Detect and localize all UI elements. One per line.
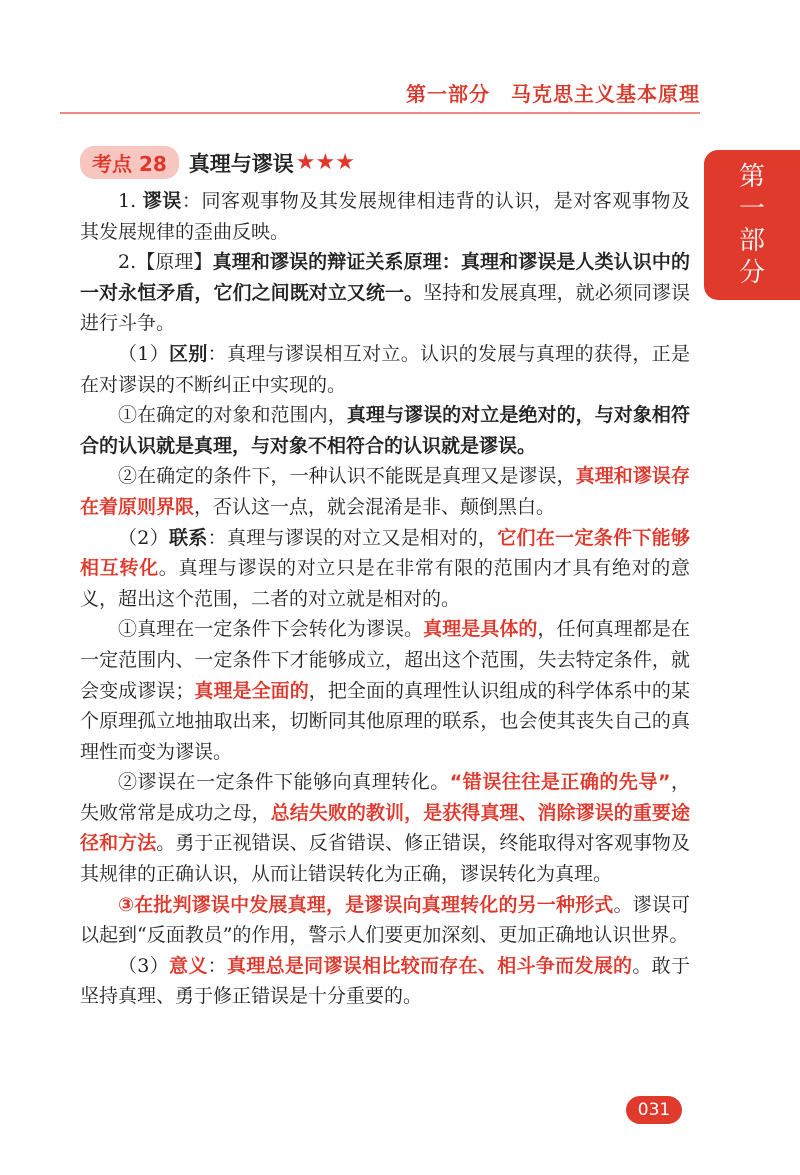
highlight-term: 意义 xyxy=(169,954,208,977)
highlight-term: 它们在一定条件下能够相互转化 xyxy=(80,526,690,580)
section-tab xyxy=(704,150,800,300)
text-run: （1） xyxy=(118,342,170,365)
text-run: ，任何真理都是在一定范围内、一定条件下才能够成立，超出这个范围，失去特定条件，就会变成谬误； xyxy=(80,618,690,702)
bold-term: 区别 xyxy=(169,342,208,365)
text-run: 坚持和发展真理，就必须同谬误进行斗争。 xyxy=(80,281,690,335)
bold-term: 真理与谬误的对立是绝对的，与对象相符合的认识就是真理，与对象不相符合的认识就是谬误。 xyxy=(80,404,690,457)
bold-term: 谬误 xyxy=(142,190,182,212)
paragraph-4 xyxy=(80,400,690,461)
paragraph-2 xyxy=(80,247,690,339)
text-run: ：同客观事物及其发展规律相违背的认识，是对客观事物及其发展规律的歪曲反映。 xyxy=(80,190,690,243)
text-run: 。真理与谬误的对立只是在非常有限的范围内才具有绝对的意义，超出这个范围，二者的对立就是相对的。 xyxy=(80,557,690,610)
section-tab-char: 一 xyxy=(738,194,765,224)
topic-heading xyxy=(80,146,355,179)
highlight-term: 真理是具体的 xyxy=(423,618,538,641)
text-run: ： xyxy=(207,954,227,977)
body-text xyxy=(80,186,690,1012)
paragraph-10 xyxy=(80,951,690,1012)
star-rating-icon: ★★★ xyxy=(295,150,355,175)
paragraph-9 xyxy=(80,890,690,951)
text-run: 。敢于坚持真理、勇于修正错误是十分重要的。 xyxy=(80,954,690,1008)
bold-term: 真理和谬误的辩证关系原理：真理和谬误是人类认识中的一对永恒矛盾，它们之间既对立又统一。 xyxy=(80,251,690,304)
running-header: 第一部分 马克思主义基本原理 xyxy=(406,82,700,106)
text-run: ：真理与谬误相互对立。认识的发展与真理的获得，正是在对谬误的不断纠正中实现的。 xyxy=(80,342,690,396)
topic-title: 真理与谬误 xyxy=(188,151,294,176)
text-run: ，把全面的真理性认识组成的科学体系中的某个原理孤立地抽取出来，切断同其他原理的联系，也会使其丧失自己的真理性而变为谬误。 xyxy=(80,679,690,763)
text-run: 。谬误可以起到“反面教员”的作用，警示人们要更加深刻、更加正确地认识世界。 xyxy=(80,893,690,947)
highlight-term: 真理和谬误存在着原则界限 xyxy=(80,465,690,518)
text-run: 2.【原理】 xyxy=(118,251,213,274)
text-run: ②在确定的条件下，一种认识不能既是真理又是谬误， xyxy=(118,465,576,488)
bold-term: 联系 xyxy=(169,526,208,549)
highlight-term: 总结失败的教训，是获得真理、消除谬误的重要途径和方法 xyxy=(80,801,690,855)
section-tab-char: 第 xyxy=(738,162,765,192)
page-number: 031 xyxy=(626,1096,682,1124)
text-run: ①真理在一定条件下会转化为谬误。 xyxy=(118,618,424,641)
text-run: 1. xyxy=(118,190,143,212)
highlight-term: “错误往往是正确的先导” xyxy=(449,771,671,794)
text-run: ：真理与谬误的对立又是相对的， xyxy=(207,526,498,549)
paragraph-5 xyxy=(80,461,690,522)
paragraph-7 xyxy=(80,614,690,767)
text-run: ②谬误在一定条件下能够向真理转化。 xyxy=(118,771,450,794)
highlight-term: ③在批判谬误中发展真理，是谬误向真理转化的另一种形式 xyxy=(118,893,614,916)
paragraph-1 xyxy=(80,186,690,247)
topic-badge: 考点 28 xyxy=(80,146,179,179)
text-run: （3） xyxy=(118,954,170,977)
highlight-term: 真理总是同谬误相比较而存在、相斗争而发展的 xyxy=(226,954,633,977)
section-tab-char: 部 xyxy=(738,226,765,256)
paragraph-8 xyxy=(80,767,690,889)
text-run: ，失败常常是成功之母， xyxy=(80,771,690,824)
text-run: （2） xyxy=(118,526,170,549)
text-run: 。勇于正视错误、反省错误、修正错误，终能取得对客观事物及其规律的正确认识，从而让错误转化为正确，谬误转化为真理。 xyxy=(80,832,690,886)
header-divider xyxy=(60,112,700,114)
text-run: ，否认这一点，就会混淆是非、颠倒黑白。 xyxy=(194,495,556,518)
section-tab-char: 分 xyxy=(738,258,765,288)
highlight-term: 真理是全面的 xyxy=(194,679,309,702)
text-run: ①在确定的对象和范围内， xyxy=(118,404,347,427)
paragraph-3 xyxy=(80,339,690,400)
paragraph-6 xyxy=(80,523,690,615)
